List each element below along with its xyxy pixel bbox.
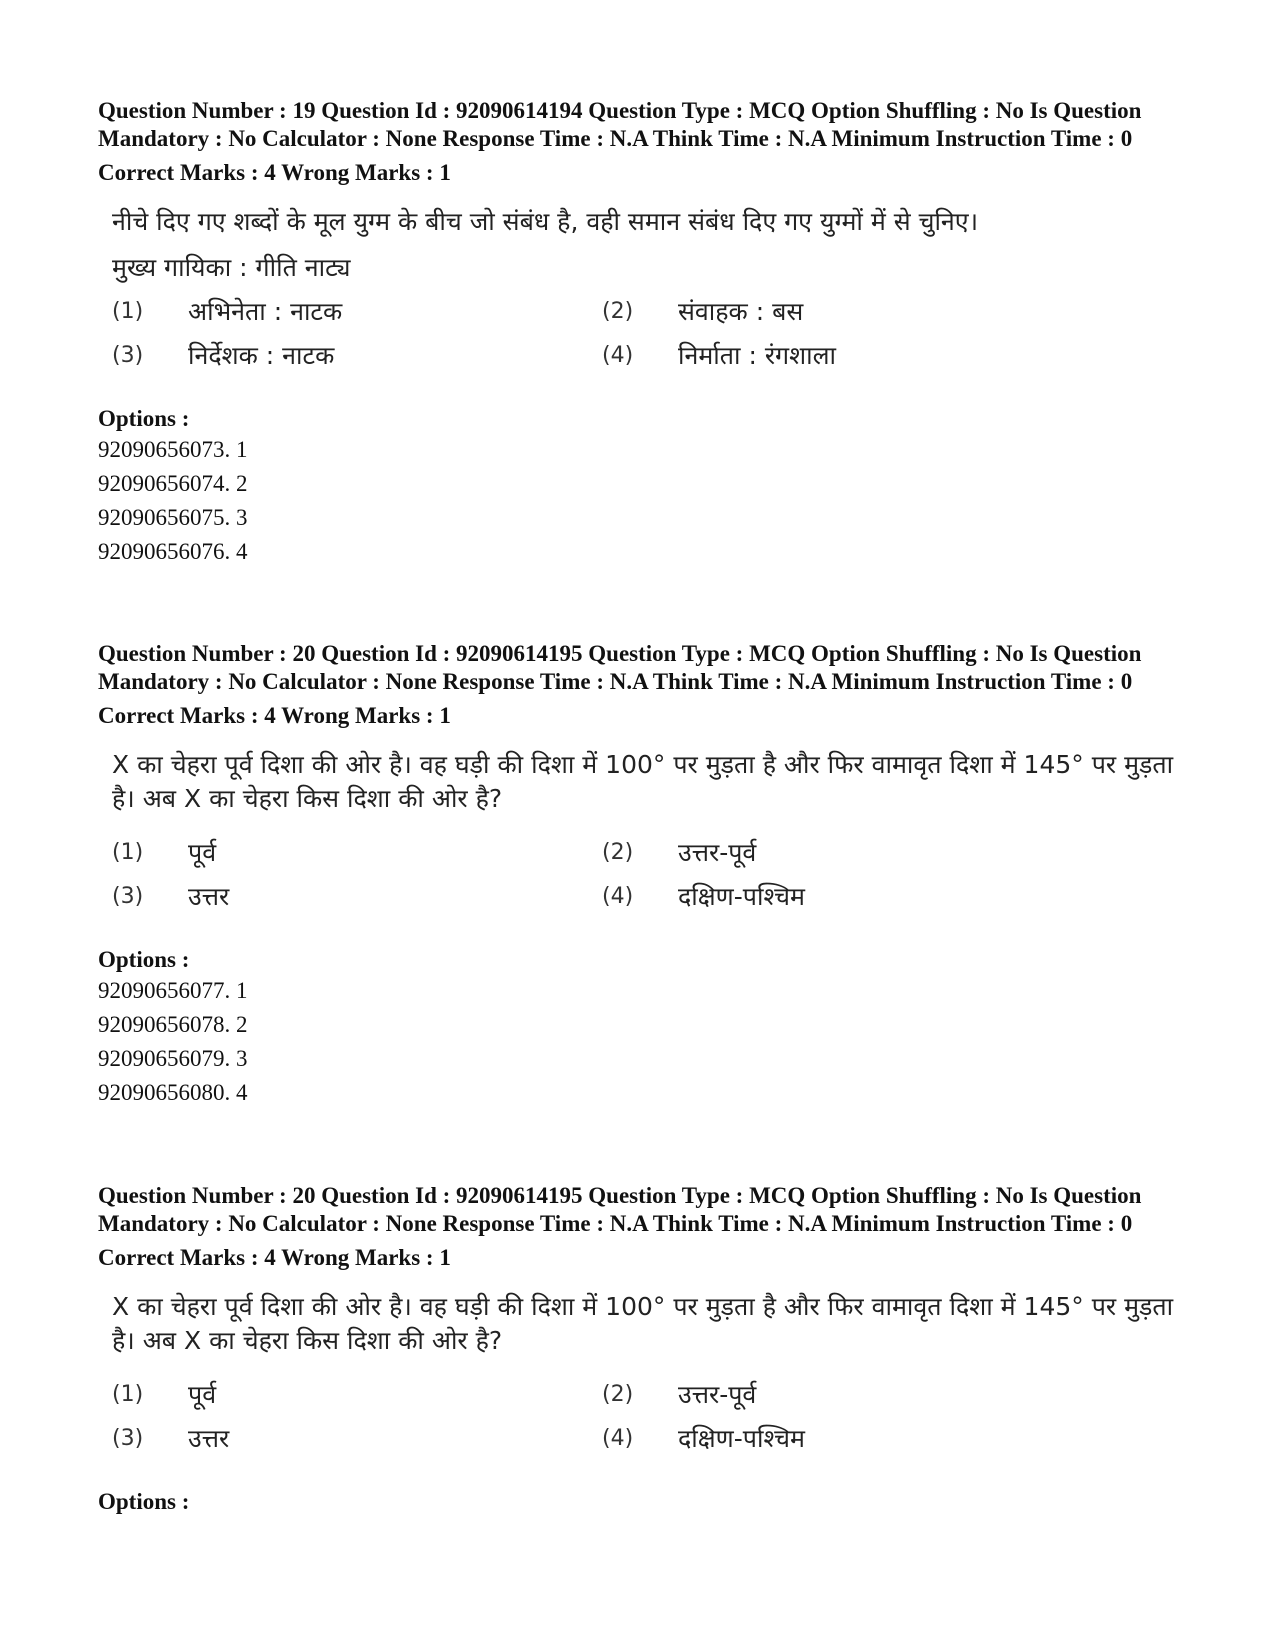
question-text: नीचे दिए गए शब्दों के मूल युग्म के बीच जो संबंध है, वही समान संबंध दिए गए युग्मों में से चुनिए। <box>112 207 979 236</box>
choice-item <box>112 835 602 869</box>
choice-text: निर्देशक : नाटक <box>188 341 335 370</box>
choice-item <box>112 1377 602 1411</box>
question-marks: Correct Marks : 4 Wrong Marks : 1 <box>98 703 451 728</box>
option-line: 92090656074. 2 <box>98 471 248 496</box>
choice-item <box>602 1421 1092 1455</box>
question-meta: Question Number : 20 Question Id : 92090614195 Question Type : MCQ Option Shuffling : No Is Question Mandatory : No Calculator : None Response Time : N.A Think Time : N.A Minimum Instruction Time : 0 <box>98 1183 1142 1236</box>
choice-number: (3) <box>112 1425 144 1451</box>
choice-text: उत्तर <box>188 882 230 911</box>
choice-item <box>112 338 602 372</box>
choice-item <box>602 338 1092 372</box>
options-title: Options : <box>98 947 190 972</box>
question-meta: Question Number : 20 Question Id : 92090614195 Question Type : MCQ Option Shuffling : No Is Question Mandatory : No Calculator : None Response Time : N.A Think Time : N.A Minimum Instruction Time : 0 <box>98 641 1142 694</box>
choice-number: (4) <box>602 883 634 909</box>
choice-grid <box>112 289 1112 377</box>
question-marks: Correct Marks : 4 Wrong Marks : 1 <box>98 1245 451 1270</box>
choice-text: उत्तर-पूर्व <box>678 838 757 867</box>
option-line: 92090656077. 1 <box>98 978 248 1003</box>
choice-item <box>112 1421 602 1455</box>
option-line: 92090656080. 4 <box>98 1080 248 1105</box>
choice-item <box>112 879 602 913</box>
choice-item <box>602 1377 1092 1411</box>
choice-text: उत्तर-पूर्व <box>678 1380 757 1409</box>
choice-item <box>112 294 602 328</box>
choice-number: (3) <box>112 342 144 368</box>
choice-text: दक्षिण-पश्चिम <box>678 882 805 911</box>
choice-text: पूर्व <box>188 838 217 867</box>
choice-text: उत्तर <box>188 1424 230 1453</box>
choice-number: (4) <box>602 1425 634 1451</box>
options-title: Options : <box>98 406 190 431</box>
question-text: X का चेहरा पूर्व दिशा की ओर है। वह घड़ी की दिशा में 100° पर मुड़ता है और फिर वामावृत दिशा में 145° पर मुड़ता है। अब X का चेहरा किस दिशा की ओर है? <box>112 1292 1174 1355</box>
question-pair: मुख्य गायिका : गीति नाट्य <box>112 253 351 282</box>
choice-number: (1) <box>112 298 144 324</box>
question-marks: Correct Marks : 4 Wrong Marks : 1 <box>98 160 451 185</box>
choice-number: (2) <box>602 298 634 324</box>
choice-number: (2) <box>602 839 634 865</box>
option-line: 92090656075. 3 <box>98 505 248 530</box>
option-line: 92090656073. 1 <box>98 437 248 462</box>
choice-text: निर्माता : रंगशाला <box>678 341 837 370</box>
choice-grid <box>112 830 1112 918</box>
choice-number: (4) <box>602 342 634 368</box>
option-line: 92090656079. 3 <box>98 1046 248 1071</box>
options-title: Options : <box>98 1489 190 1514</box>
choice-item <box>602 879 1092 913</box>
question-meta: Question Number : 19 Question Id : 92090614194 Question Type : MCQ Option Shuffling : No Is Question Mandatory : No Calculator : None Response Time : N.A Think Time : N.A Minimum Instruction Time : 0 <box>98 98 1142 151</box>
choice-item <box>602 835 1092 869</box>
choice-text: पूर्व <box>188 1380 217 1409</box>
question-block <box>98 640 1178 1110</box>
question-block <box>98 97 1178 569</box>
choice-number: (1) <box>112 1381 144 1407</box>
choice-number: (2) <box>602 1381 634 1407</box>
question-block <box>98 1182 1178 1516</box>
choice-item <box>602 294 1092 328</box>
choice-text: संवाहक : बस <box>678 297 804 326</box>
question-text: X का चेहरा पूर्व दिशा की ओर है। वह घड़ी की दिशा में 100° पर मुड़ता है और फिर वामावृत दिशा में 145° पर मुड़ता है। अब X का चेहरा किस दिशा की ओर है? <box>112 750 1174 813</box>
choice-number: (1) <box>112 839 144 865</box>
choice-grid <box>112 1372 1112 1460</box>
choice-text: अभिनेता : नाटक <box>188 297 343 326</box>
option-line: 92090656078. 2 <box>98 1012 248 1037</box>
option-line: 92090656076. 4 <box>98 539 248 564</box>
choice-number: (3) <box>112 883 144 909</box>
choice-text: दक्षिण-पश्चिम <box>678 1424 805 1453</box>
